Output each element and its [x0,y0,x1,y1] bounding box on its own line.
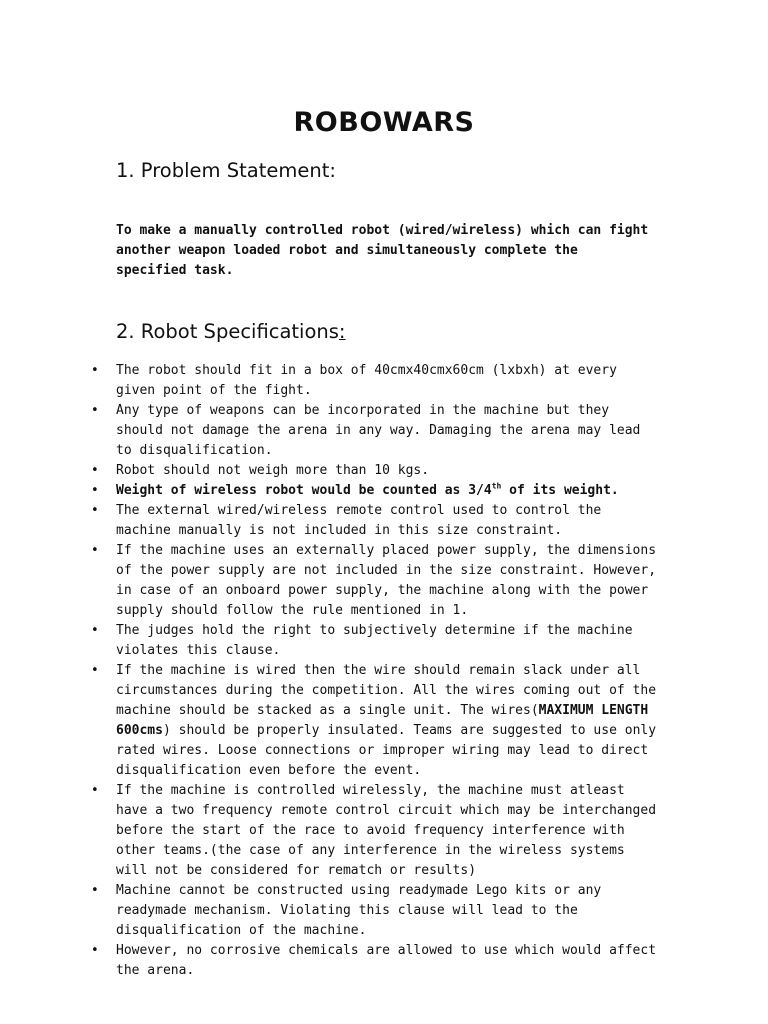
weight-rule-text-end: of its weight. [501,483,619,498]
list-item [91,661,666,781]
robot-specifications-heading [116,319,346,345]
item-line [116,701,666,721]
list-item [91,881,666,941]
wired-rule-text: machine should be stacked as a single unit. The wires( [116,703,539,718]
list-item [91,781,666,881]
list-item [91,481,666,501]
item-line: should not damage the arena in any way. Damaging the arena may lead [116,423,641,438]
list-item [91,361,666,401]
list-item [91,401,666,461]
item-line: in case of an onboard power supply, the machine along with the power [116,583,649,598]
weight-rule-text: Weight of wireless robot would be counted as 3/4 [116,483,492,498]
item-line: If the machine is wired then the wire should remain slack under all [116,663,641,678]
item-line: However, no corrosive chemicals are allowed to use which would affect [116,943,657,958]
item-line: machine manually is not included in this size constraint. [116,523,563,538]
bullet-icon: • [91,543,99,558]
list-item [91,941,666,981]
item-line: circumstances during the competition. All the wires coming out of the [116,683,657,698]
bullet-icon: • [91,783,99,798]
bullet-icon: • [91,663,99,678]
bullet-icon: • [91,463,99,478]
problem-statement-text [116,201,676,281]
item-line: violates this clause. [116,643,281,658]
heading-colon: : [338,320,346,343]
item-line: have a two frequency remote control circuit which may be interchanged [116,803,657,818]
item-line: Any type of weapons can be incorporated in the machine but they [116,403,610,418]
item-line: rated wires. Loose connections or improper wiring may lead to direct [116,743,649,758]
max-length-value: 600cms [116,723,163,738]
item-line: Machine cannot be constructed using readymade Lego kits or any [116,883,602,898]
item-line: Robot should not weigh more than 10 kgs. [116,463,430,478]
bullet-icon: • [91,623,99,638]
item-line [116,481,666,501]
item-line: will not be considered for rematch or results) [116,863,477,878]
item-line: disqualification of the machine. [116,923,367,938]
item-line: the arena. [116,963,195,978]
item-line: before the start of the race to avoid frequency interference with [116,823,625,838]
statement-line: To make a manually controlled robot (wired/wireless) which can fight [116,223,649,238]
item-line: disqualification even before the event. [116,763,422,778]
bullet-icon: • [91,363,99,378]
item-line: supply should follow the rule mentioned in 1. [116,603,469,618]
item-line: If the machine is controlled wirelessly, the machine must atleast [116,783,625,798]
bullet-icon: • [91,883,99,898]
list-item [91,501,666,541]
item-line: The judges hold the right to subjectively determine if the machine [116,623,633,638]
item-line [116,721,666,741]
list-item [91,461,666,481]
bullet-icon: • [91,403,99,418]
list-item [91,621,666,661]
list-item [91,541,666,621]
item-line: The robot should fit in a box of 40cmx40cmx60cm (lxbxh) at every [116,363,617,378]
statement-line: another weapon loaded robot and simultaneously complete the [116,243,578,258]
bullet-icon: • [91,943,99,958]
item-line: The external wired/wireless remote control used to control the [116,503,602,518]
max-length-label: MAXIMUM LENGTH [538,703,649,718]
ordinal-suffix: th [491,481,502,491]
heading-text: 2. Robot Specifications [116,320,339,343]
item-line: If the machine uses an externally placed power supply, the dimensions [116,543,657,558]
specifications-list [91,361,666,981]
item-line: to disqualification. [116,443,273,458]
item-line: given point of the fight. [116,383,312,398]
bullet-icon: • [91,503,99,518]
statement-line: specified task. [116,263,234,278]
item-line: readymade mechanism. Violating this clause will lead to the [116,903,578,918]
item-line: of the power supply are not included in the size constraint. However, [116,563,657,578]
document-title: ROBOWARS [293,107,475,138]
bullet-icon: • [91,483,99,498]
problem-statement-heading: 1. Problem Statement: [116,159,336,182]
item-line: other teams.(the case of any interference in the wireless systems [116,843,625,858]
wired-rule-text: ) should be properly insulated. Teams are suggested to use only [162,723,657,738]
